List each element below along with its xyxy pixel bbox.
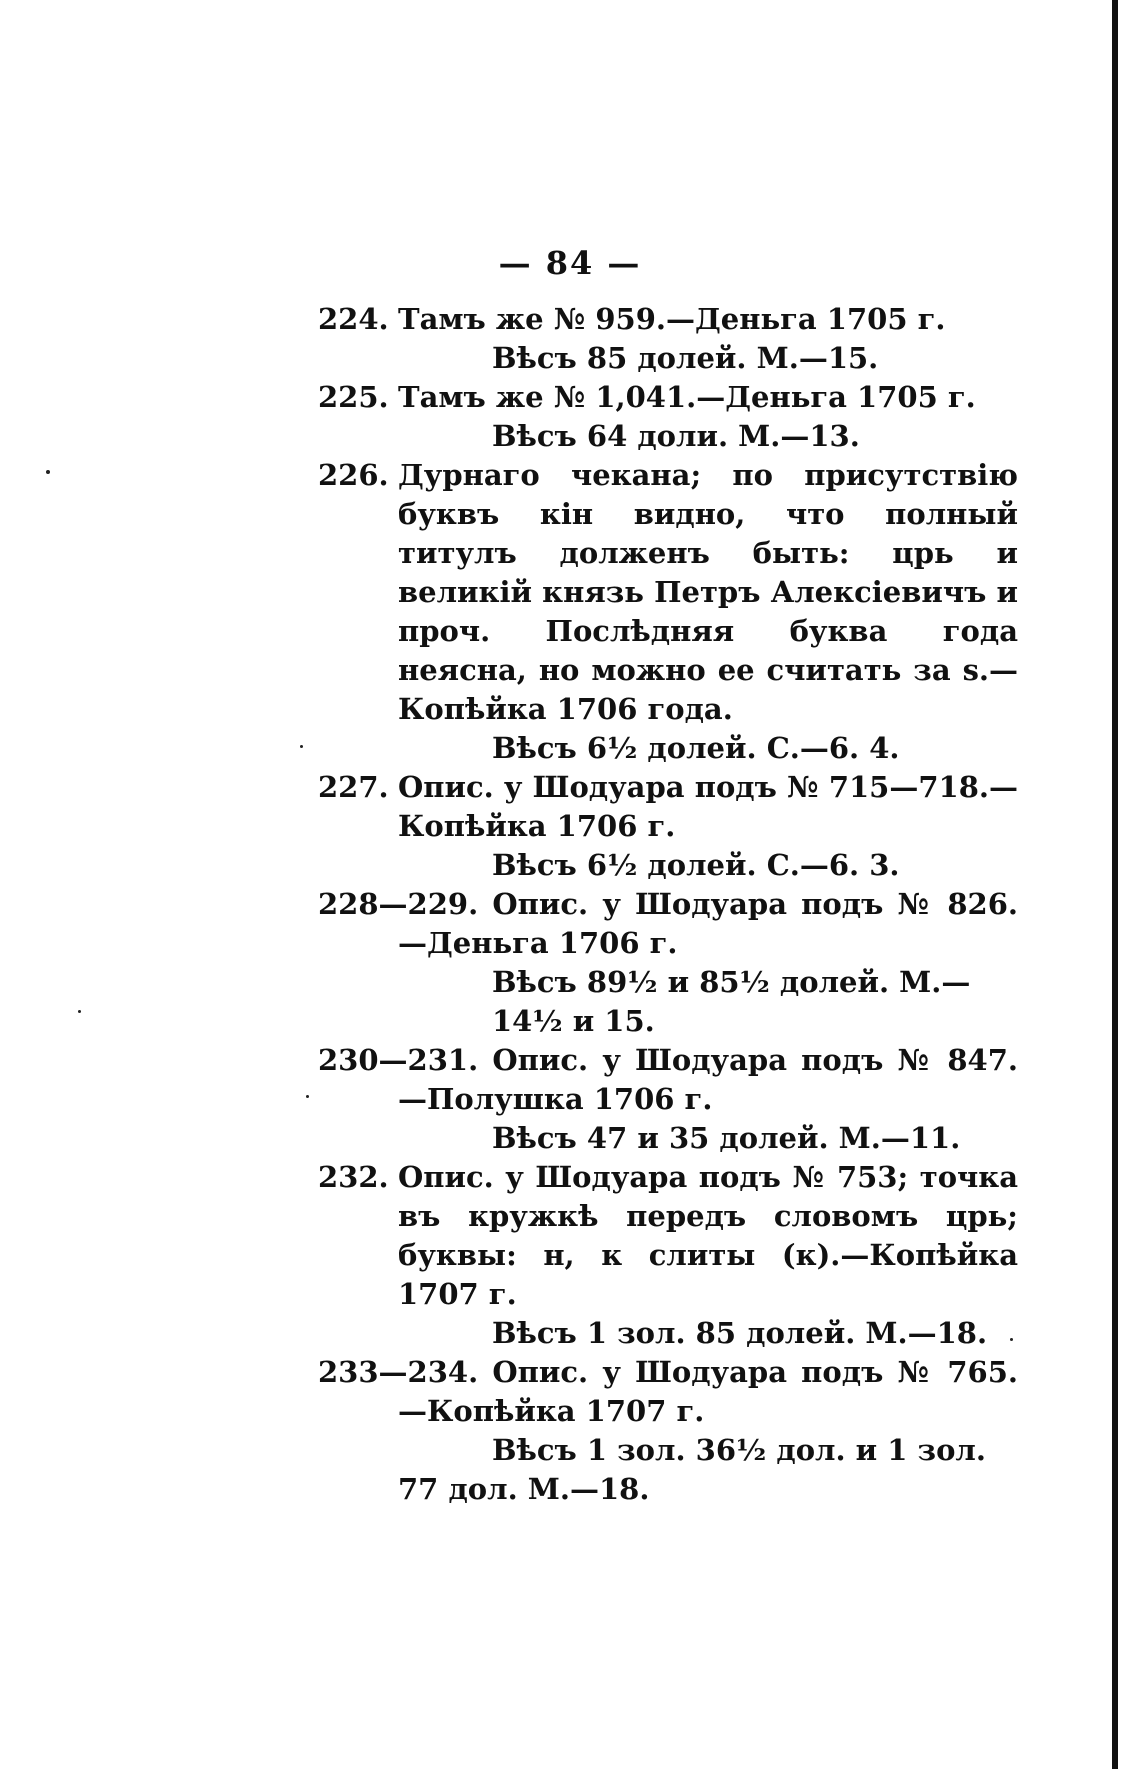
entry-description: Дурнаго чекана; по присутствію буквъ кін видно, что полный титулъ долженъ быть: црь и великій князь Петръ Алексіевичъ и проч. Послѣдняя буква года неясна, но можно ее считать за ѕ.—Копѣйка 1706 года.	[398, 458, 1018, 726]
entry-weight: Вѣсъ 6½ долей. С.—6. 4.	[492, 731, 900, 765]
entry-233-234	[318, 1353, 1018, 1431]
entry-description-text: Опис. у Шодуара подъ № 847.—Полушка 1706 г.	[398, 1043, 1018, 1116]
entry-weight: Вѣсъ 47 и 35 долей. М.—11.	[492, 1121, 961, 1155]
entry-230-231	[318, 1041, 1018, 1119]
entry-number: 226.	[318, 458, 389, 492]
entry-number: 228—229.	[318, 887, 479, 921]
entry-description: Тамъ же № 959.—Деньга 1705 г.	[398, 302, 946, 336]
entry-weight: Вѣсъ 1 зол. 85 долей. М.—18.	[492, 1316, 988, 1350]
entry-225	[318, 378, 1018, 417]
entry-description: Опис. у Шодуара подъ № 715—718.—Копѣйка 1706 г.	[398, 770, 1018, 843]
entry-description: Тамъ же № 1,041.—Деньга 1705 г.	[398, 380, 976, 414]
entry-number: 233—234.	[318, 1355, 479, 1389]
entry-description	[318, 885, 1018, 963]
entry-weight: Вѣсъ 89½ и 85½ долей. М.—14½ и 15.	[492, 965, 971, 1038]
entry-description	[318, 1041, 1018, 1119]
speck	[46, 470, 50, 474]
entry-description: Опис. у Шодуара подъ № 753; точка въ кружкѣ передъ словомъ црь; буквы: н, к слиты (к).—Копѣйка 1707 г.	[398, 1160, 1018, 1311]
entry-number: 232.	[318, 1160, 389, 1194]
entry-227	[318, 768, 1018, 846]
speck	[78, 1010, 81, 1013]
speck	[300, 745, 303, 748]
entry-224	[318, 300, 1018, 339]
entry-description-text: Опис. у Шодуара подъ № 826.—Деньга 1706 г.	[398, 887, 1018, 960]
entry-228-229	[318, 885, 1018, 963]
speck	[306, 1095, 309, 1098]
entry-number: 225.	[318, 380, 389, 414]
entry-number: 224.	[318, 302, 389, 336]
page-number: — 84 —	[498, 244, 642, 282]
entry-number: 227.	[318, 770, 389, 804]
entry-weight: Вѣсъ 64 доли. М.—13.	[492, 419, 860, 453]
entry-weight: Вѣсъ 6½ долей. С.—6. 3.	[492, 848, 900, 882]
entry-weight: Вѣсъ 85 долей. М.—15.	[492, 341, 879, 375]
entry-226	[318, 456, 1018, 729]
entry-232	[318, 1158, 1018, 1314]
entry-description-text: Опис. у Шодуара подъ № 765.—Копѣйка 1707 г.	[398, 1355, 1018, 1428]
page-body	[318, 300, 1018, 1509]
entry-weight: Вѣсъ 1 зол. 36½ дол. и 1 зол. 77 дол. М.—18.	[398, 1433, 986, 1506]
entry-description	[318, 1353, 1018, 1431]
entry-number: 230—231.	[318, 1043, 479, 1077]
